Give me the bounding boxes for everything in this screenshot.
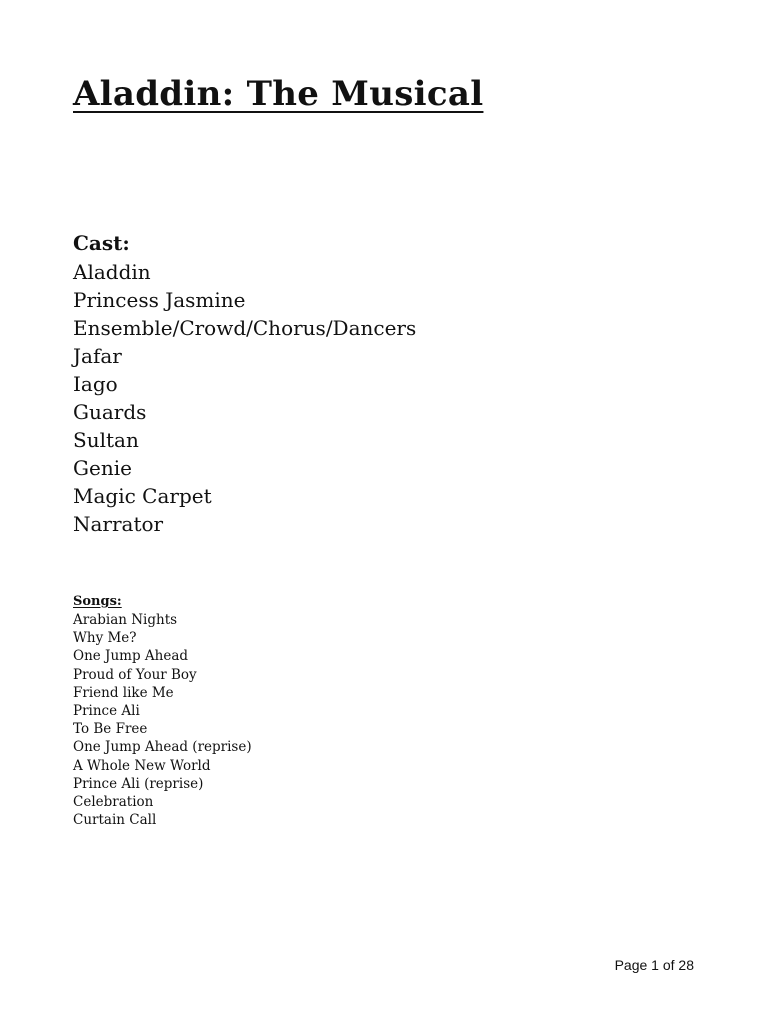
songs-section <box>73 592 252 829</box>
cast-item: Iago <box>73 372 118 396</box>
cast-item: Sultan <box>73 428 139 452</box>
song-item: Arabian Nights <box>73 612 178 628</box>
song-item: Prince Ali (reprise) <box>73 775 204 792</box>
page-number: Page 1 of 28 <box>614 957 694 973</box>
song-item: Friend like Me <box>73 684 174 701</box>
cast-item: Ensemble/Crowd/Chorus/Dancers <box>73 316 417 340</box>
cast-item: Genie <box>73 456 132 480</box>
cast-item: Narrator <box>73 512 164 536</box>
song-item: Proud of Your Boy <box>73 666 197 683</box>
cast-item: Jafar <box>73 344 122 368</box>
song-item: Curtain Call <box>73 812 157 829</box>
song-item: A Whole New World <box>73 757 211 774</box>
cast-heading: Cast: <box>73 231 130 255</box>
song-item: To Be Free <box>73 721 148 738</box>
song-item: Celebration <box>73 794 154 811</box>
songs-list <box>73 611 252 829</box>
cast-list <box>73 258 416 538</box>
cast-item: Aladdin <box>73 260 151 284</box>
song-item: Why Me? <box>73 630 137 647</box>
cast-section <box>73 228 416 538</box>
page-title: Aladdin: The Musical <box>73 74 484 114</box>
cast-item: Magic Carpet <box>73 484 212 508</box>
songs-heading: Songs: <box>73 594 122 609</box>
song-item: Prince Ali <box>73 703 140 720</box>
song-item: One Jump Ahead <box>73 648 189 665</box>
cast-item: Guards <box>73 400 147 424</box>
song-item: One Jump Ahead (reprise) <box>73 739 252 756</box>
cast-item: Princess Jasmine <box>73 288 246 312</box>
